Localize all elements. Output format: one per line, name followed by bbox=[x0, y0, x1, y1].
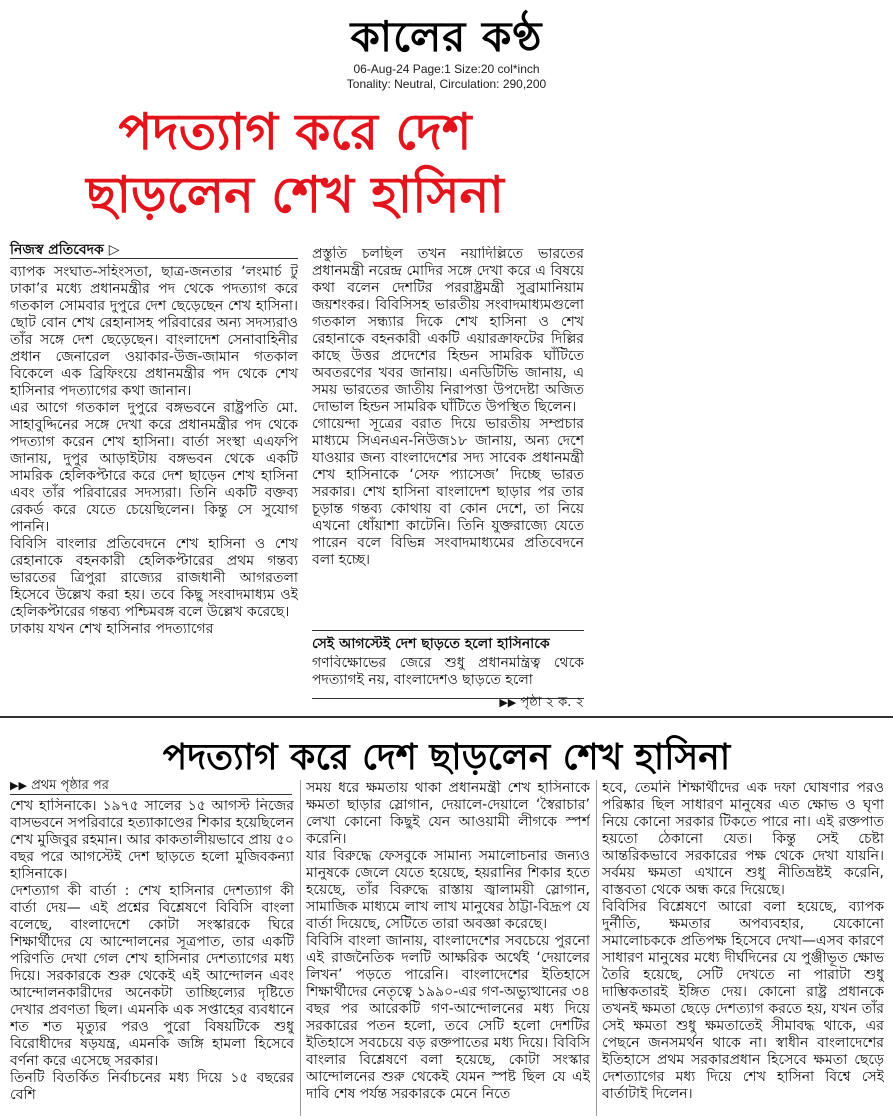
continuation-text: পৃষ্ঠা ২ ক. ২ bbox=[520, 695, 584, 710]
paragraph: এর আগে গতকাল দুপুরে বঙ্গভবনে রাষ্ট্রপতি মো. সাহাবুদ্দিনের সঙ্গে দেখা করে প্রধানমন্ত্রীর পদ থেকে পদত্যাগ করেন শেখ হাসিনা। বার্তা সংস্থা এএফপি জানায়, দুপুর আড়াইটায় বঙ্গভবন থেকে একটি সামরিক হেলিকপ্টারে করে দেশ ছাড়েন শেখ হাসিনা এবং তাঁর পরিবারের সদস্যরা। তিনি একটি বক্তব্য রেকর্ড করে যেতে চেয়েছিলেন। কিন্তু সে সুযোগ পাননি। bbox=[10, 400, 298, 535]
subhead-rule bbox=[312, 630, 584, 631]
from-page-arrow-icon: ▶▶ bbox=[10, 779, 27, 792]
paragraph: বিবিসি বাংলার প্রতিবেদনে শেখ হাসিনা ও শেখ রেহানাকে বহনকারী হেলিকপ্টারের প্রথম গন্তব্য ভারতের ত্রিপুরা রাজ্যের রাজধানী আগরতলা হিসেবে উল্লেখ করা হয়। তবে কিছু সংবাদমাধ্যম ওই হেলিকপ্টারের গন্তব্য পশ্চিমবঙ্গ বলে উল্লেখ করেছে। bbox=[10, 536, 298, 620]
paragraph: ব্যাপক সংঘাত-সহিংসতা, ছাত্র-জনতার ‘লংমার্চ টু ঢাকা’র মধ্যে প্রধানমন্ত্রীর পদ থেকে পদত্যাগ করে গতকাল সোমবার দুপুরে দেশ ছেড়েছেন শেখ হাসিনা। ছোট বোন শেখ রেহানাসহ পরিবারের অন্য সদস্যরাও তাঁর সঙ্গে দেশ ছেড়েছেন। বাংলাদেশ সেনাবাহিনীর প্রধান জেনারেল ওয়াকার-উজ-জামান গতকাল বিকেলে এক ব্রিফিংয়ে প্রধানমন্ত্রীর পদ থেকে শেখ হাসিনার পদত্যাগের কথা জানান। bbox=[10, 264, 298, 399]
paragraph: বিবিসির বিশ্লেষণে আরো বলা হয়েছে, ব্যাপক দুর্নীতি, ক্ষমতার অপব্যবহার, যেকোনো সমালোচককে প্রতিপক্ষ হিসেবে দেখা—এসব কারণে সাধারণ মানুষের মধ্যে দীর্ঘদিনের যে পুঞ্জীভূত ক্ষোভ তৈরি হয়েছে, সেটি দেখতে না পারাটা শুধু দাম্ভিকতারই ইঙ্গিত দেয়। কোনো রাষ্ট্র প্রধানকে তখনই ক্ষমতা ছেড়ে দেশত্যাগ করতে হয়, যখন তাঁর সেই ক্ষমতা শুধু ক্ষমতাতেই সীমাবদ্ধ থাকে, এর পেছনে জনসমর্থন থাকে না। স্বাধীন বাংলাদেশের ইতিহাসে প্রথম সরকারপ্রধান হিসেবে ক্ষমতা ছেড়ে দেশত্যাগের মধ্য দিয়ে শেখ হাসিনা বিশ্বে সেই বার্তাটাই দিলেন। bbox=[602, 899, 884, 1102]
article1-headline-line1: পদত্যাগ করে দেশ bbox=[118, 103, 472, 161]
column-separator bbox=[300, 780, 301, 1116]
article1-subhead: সেই আগস্টেই দেশ ছাড়তে হলো হাসিনাকে bbox=[312, 636, 550, 652]
clipping-meta-tonality: Tonality: Neutral, Circulation: 290,200 bbox=[346, 77, 547, 91]
article1-headline-line2: ছাড়লেন শেখ হাসিনা bbox=[86, 166, 504, 224]
paragraph: তিনটি বিতর্কিত নির্বাচনের মধ্য দিয়ে ১৫ বছরের বেশি bbox=[10, 1070, 294, 1103]
byline-arrow-icon: ▷ bbox=[108, 242, 120, 258]
from-page-text: প্রথম পৃষ্ঠার পর bbox=[31, 778, 109, 793]
byline-text: নিজস্ব প্রতিবেদক bbox=[10, 242, 104, 258]
article2-column-3 bbox=[602, 780, 884, 1116]
paragraph: শেখ হাসিনাকে। ১৯৭৫ সালের ১৫ আগস্ট নিজের বাসভবনে সপরিবারে হত্যাকাণ্ডের শিকার হয়েছিলেন শেখ মুজিবুর রহমান। আর কাকতালীয়ভাবে প্রায় ৫০ বছর পরে আগস্টেই দেশ ছাড়তে হলো মুজিবকন্যা হাসিনাকে। bbox=[10, 798, 294, 882]
column-separator bbox=[596, 780, 597, 1116]
article1-column-2 bbox=[312, 246, 584, 618]
paragraph: বিবিসি বাংলা জানায়, বাংলাদেশের সবচেয়ে পুরনো এই রাজনৈতিক দলটি আক্ষরিক অর্থেই ‘দেয়ালের লিখন’ পড়তে পারেনি। বাংলাদেশের ইতিহাসে শিক্ষার্থীদের নেতৃত্বে ১৯৯০-এর গণ-অভ্যুত্থানের ৩৪ বছর পর আরেকটি গণ-আন্দোলনের মধ্য দিয়ে সরকারের পতন হলো, তবে সেটি হলো দেশটির ইতিহাসে সবচেয়ে বড় রক্তপাতের মধ্য দিয়ে। বিবিসি বাংলার বিশ্লেষণে বলা হয়েছে, কোটা সংস্কার আন্দোলনের শুরু থেকেই যেমন স্পষ্ট ছিল যে এই দাবি শেষ পর্যন্ত সরকারকে মেনে নিতে bbox=[306, 933, 590, 1102]
paragraph: ঢাকায় যখন শেখ হাসিনার পদত্যাগের bbox=[10, 621, 214, 637]
section-divider bbox=[0, 716, 893, 718]
newspaper-masthead: কালের কণ্ঠ bbox=[350, 12, 543, 61]
byline-rule bbox=[10, 258, 298, 259]
paragraph: প্রস্তুতি চলছিল তখন নয়াদিল্লিতে ভারতের প্রধানমন্ত্রী নরেন্দ্র মোদির সঙ্গে দেখা করে এ বিষয়ে কথা বলেন দেশটির পররাষ্ট্রমন্ত্রী সুব্রামানিয়াম জয়শংকর। বিবিসিসহ ভারতীয় সংবাদমাধ্যমগুলো গতকাল সন্ধ্যার দিকে শেখ হাসিনা ও শেখ রেহানাকে বহনকারী একটি এয়ারক্রাফটের দিল্লির কাছে উত্তর প্রদেশের হিন্ডন সামরিক ঘাঁটিতে অবতরণের খবর জানায়। এনডিটিভি জানায়, এ সময় ভারতের জাতীয় নিরাপত্তা উপদেষ্টা অজিত দোভাল হিন্ডন সামরিক ঘাঁটিতে উপস্থিত ছিলেন। bbox=[312, 246, 584, 415]
paragraph: যার বিরুদ্ধে ফেসবুকে সামান্য সমালোচনার জন্যও মানুষকে জেলে যেতে হয়েছে, হয়রানির শিকার হতে হয়েছে, তাঁর বিরুদ্ধে রাস্তায় জ্বালাময়ী স্লোগান, সামাজিক মাধ্যমে লাখ লাখ মানুষের ঠাট্টা-বিদ্রূপ যে বার্তা দিয়েছে, সেটিতে তারা অবজ্ঞা করেছে। bbox=[306, 848, 590, 932]
article1-column-1 bbox=[10, 264, 298, 702]
continuation-link[interactable] bbox=[312, 694, 584, 712]
paragraph: দেশত্যাগ কী বার্তা : শেখ হাসিনার দেশত্যাগ কী বার্তা দেয়— এই প্রশ্নের বিশ্লেষণে বিবিসি বাংলা বলেছে, বাংলাদেশে কোটা সংস্কারকে ঘিরে শিক্ষার্থীদের যে আন্দোলনের সূত্রপাত, তার একটি পরিণতি দেখা গেল শেখ হাসিনার দেশত্যাগের মধ্য দিয়ে। সরকারকে শুরু থেকেই এই আন্দোলন এবং আন্দোলনকারীদের অনেকটা তাচ্ছিল্যের দৃষ্টিতে দেখার প্রবণতা ছিল। এমনকি এক সপ্তাহের ব্যবধানে শত শত মৃত্যুর পরও পুরো বিষয়টিকে শুধু বিরোধীদের ষড়যন্ত্র, এমনকি জঙ্গি হামলা হিসেবে বর্ণনা করে এসেছে সরকার। bbox=[10, 883, 294, 1069]
article2-column-1 bbox=[10, 798, 294, 1116]
from-page-rule bbox=[10, 794, 292, 795]
article2-column-2 bbox=[306, 780, 590, 1116]
article2-headline: পদত্যাগ করে দেশ ছাড়লেন শেখ হাসিনা bbox=[162, 737, 731, 778]
article1-subhead-text bbox=[312, 655, 584, 691]
paragraph: সময় ধরে ক্ষমতায় থাকা প্রধানমন্ত্রী শেখ হাসিনাকে ক্ষমতা ছাড়ার স্লোগান, দেয়ালে-দেয়ালে ‘স্বৈরাচার’ লেখা কোনো কিছুই যেন আওয়ামী লীগকে স্পর্শ করেনি। bbox=[306, 780, 590, 847]
continue-arrow-icon: ▶▶ bbox=[499, 696, 517, 709]
paragraph: গোয়েন্দা সূত্রের বরাত দিয়ে ভারতীয় সম্প্রচার মাধ্যমে সিএনএন-নিউজ১৮ জানায়, অন্য দেশে যাওয়ার জন্য বাংলাদেশের সদ্য সাবেক প্রধানমন্ত্রী শেখ হাসিনাকে ‘সেফ প্যাসেজ’ দিচ্ছে ভারত সরকার। শেখ হাসিনা বাংলাদেশ ছাড়ার পর তার চূড়ান্ত গন্তব্য কোথায় বা কোন দেশে, তা নিয়ে এখনো ধোঁয়াশা কাটেনি। তিনি যুক্তরাজ্যে যেতে পারেন বলে বিভিন্ন সংবাদমাধ্যমের প্রতিবেদনে বলা হচ্ছে। bbox=[312, 416, 584, 568]
paragraph: হবে, তেমনি শিক্ষার্থীদের এক দফা ঘোষণার পরও পরিষ্কার ছিল সাধারণ মানুষের এত ক্ষোভ ও ঘৃণা নিয়ে কোনো সরকার টিকতে পারে না। এই রক্তপাত হয়তো ঠেকানো যেত। কিন্তু সেই চেষ্টা আন্তরিকভাবে সরকারের পক্ষ থেকে দেখা যায়নি। সর্বময় ক্ষমতা এখানে শুধু নীতিভ্রষ্টই করেনি, বাস্তবতা থেকে অন্ধ করে দিয়েছে। bbox=[602, 780, 884, 898]
paragraph: গণবিক্ষোভের জেরে শুধু প্রধানমন্ত্রিত্ব থেকে পদত্যাগই নয়, বাংলাদেশও ছাড়তে হলো bbox=[312, 655, 584, 688]
clipping-meta-date: 06-Aug-24 Page:1 Size:20 col*inch bbox=[353, 62, 540, 76]
